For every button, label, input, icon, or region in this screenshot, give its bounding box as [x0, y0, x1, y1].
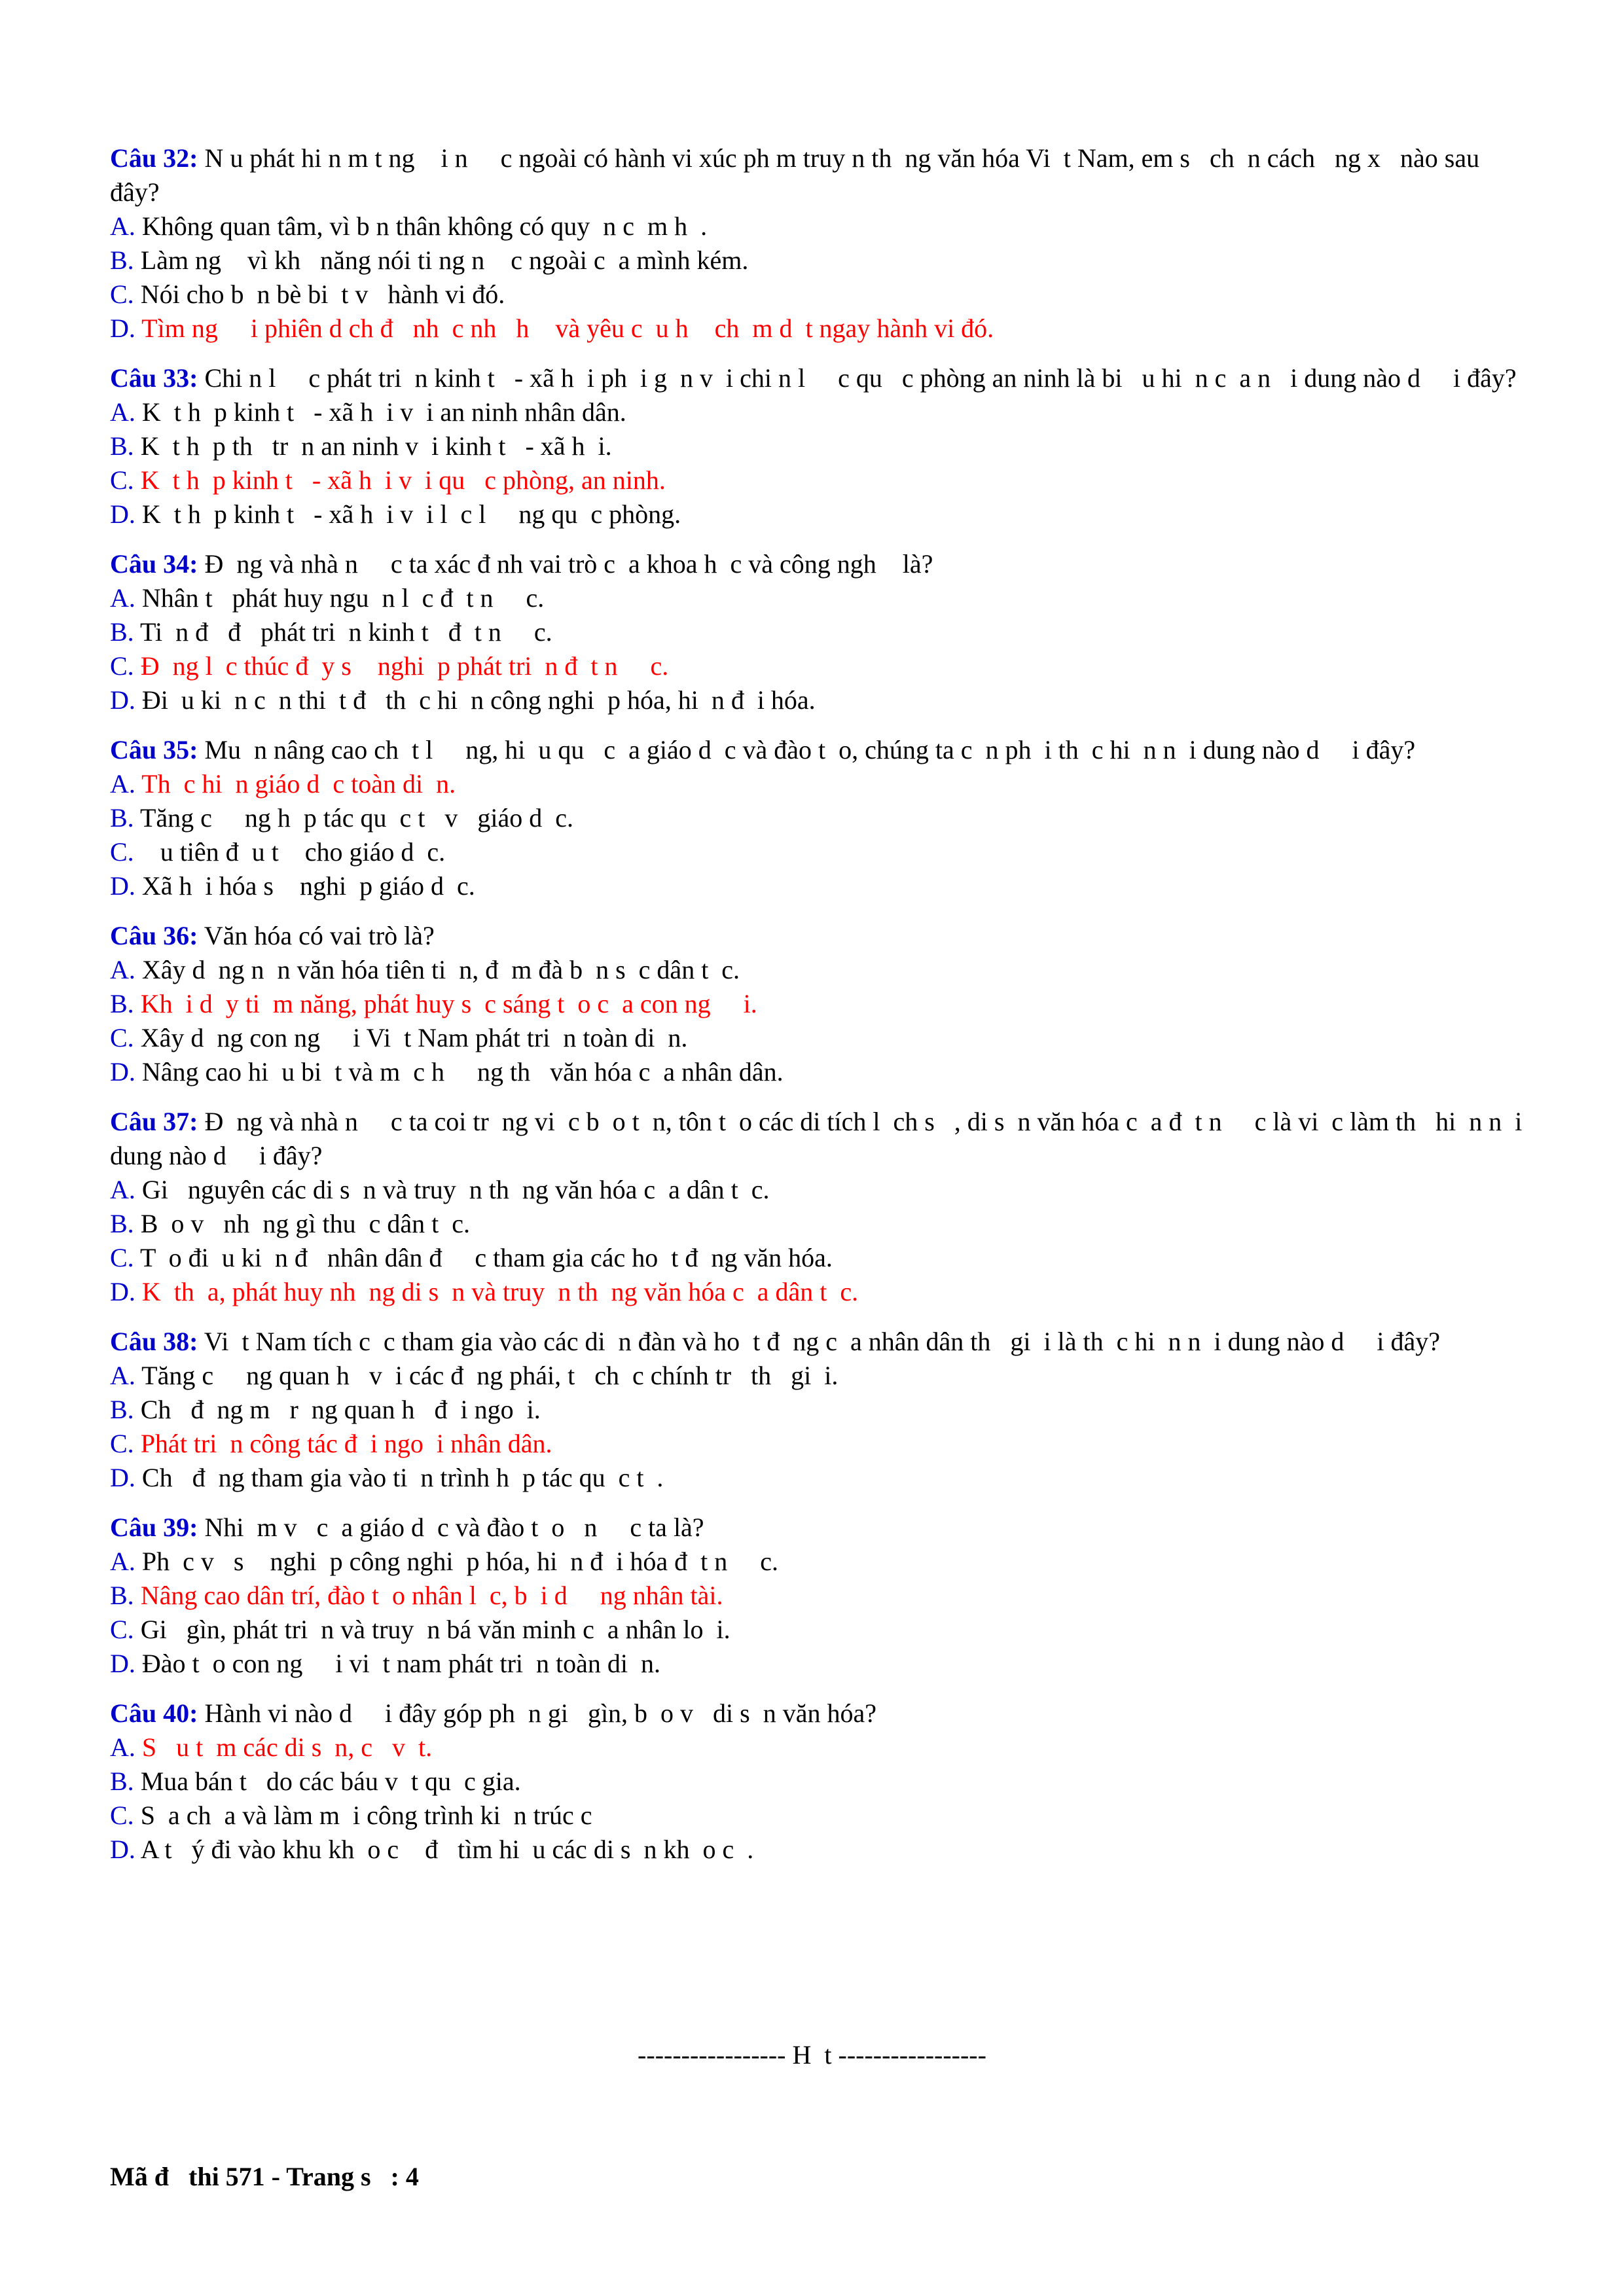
question-stem — [110, 1696, 1524, 1731]
option-letter: C. — [110, 1429, 134, 1458]
option-c — [110, 1613, 1524, 1647]
option-letter: D. — [110, 499, 135, 529]
page-footer: Mã đ thi 571 - Trang s : 4 — [110, 2162, 419, 2191]
option-b — [110, 987, 1524, 1021]
option-letter: A. — [110, 955, 135, 984]
question-36 — [110, 919, 1524, 1089]
option-text: Mua bán t do các báu v t qu c gia. — [134, 1767, 521, 1796]
question-text: Mu n nâng cao ch t l ng, hi u qu c a giáo d c và đào t o, chúng ta c n ph i th c hi n n i dung nào d i đây? — [198, 735, 1416, 764]
option-text: Đi u ki n c n thi t đ th c hi n công nghi p hóa, hi n đ i hóa. — [135, 685, 816, 715]
option-letter: A. — [110, 1547, 135, 1576]
question-stem — [110, 141, 1524, 209]
question-text: Đ ng và nhà n c ta coi tr ng vi c b o t n, tôn t o các di tích l ch s , di s n văn hóa c a đ t n c là vi c làm th hi n n i dung nào d i đây? — [110, 1107, 1529, 1170]
option-text: Th c hi n giáo d c toàn di n. — [135, 769, 456, 798]
option-letter: D. — [110, 871, 135, 901]
option-letter: B. — [110, 803, 134, 833]
option-letter: B. — [110, 1395, 134, 1424]
question-stem — [110, 733, 1524, 767]
option-letter: D. — [110, 1649, 135, 1678]
option-d — [110, 1833, 1524, 1867]
option-letter: C. — [110, 651, 134, 681]
option-d — [110, 497, 1524, 531]
option-letter: D. — [110, 1463, 135, 1492]
option-letter: B. — [110, 1581, 134, 1610]
option-text: Phát tri n công tác đ i ngo i nhân dân. — [134, 1429, 552, 1458]
option-b — [110, 1393, 1524, 1427]
option-text: S u t m các di s n, c v t. — [135, 1732, 433, 1762]
option-c — [110, 278, 1524, 312]
option-letter: B. — [110, 1209, 134, 1238]
option-text: K th a, phát huy nh ng di s n và truy n th ng văn hóa c a dân t c. — [135, 1277, 859, 1306]
option-c — [110, 1021, 1524, 1055]
option-text: Ch đ ng tham gia vào ti n trình h p tác qu c t . — [135, 1463, 664, 1492]
question-stem — [110, 1511, 1524, 1545]
option-letter: B. — [110, 1767, 134, 1796]
option-letter: A. — [110, 397, 135, 427]
option-a — [110, 209, 1524, 243]
option-text: Gi gìn, phát tri n và truy n bá văn minh c a nhân lo i. — [134, 1615, 731, 1644]
option-text: Làm ng vì kh năng nói ti ng n c ngoài c a mình kém. — [134, 245, 749, 275]
option-a — [110, 767, 1524, 801]
question-stem — [110, 919, 1524, 953]
option-text: Ti n đ đ phát tri n kinh t đ t n c. — [134, 617, 552, 647]
option-letter: C. — [110, 1243, 134, 1272]
option-text: Nâng cao hi u bi t và m c h ng th văn hóa c a nhân dân. — [135, 1057, 784, 1086]
option-b — [110, 1765, 1524, 1799]
option-letter: B. — [110, 245, 134, 275]
question-number: Câu 36: — [110, 921, 198, 950]
question-38 — [110, 1325, 1524, 1495]
option-text: Gi nguyên các di s n và truy n th ng văn hóa c a dân t c. — [135, 1175, 770, 1204]
question-32 — [110, 141, 1524, 346]
option-b — [110, 801, 1524, 835]
option-letter: D. — [110, 1835, 135, 1864]
option-letter: C. — [110, 279, 134, 309]
question-number: Câu 32: — [110, 143, 198, 173]
question-stem — [110, 1325, 1524, 1359]
option-letter: D. — [110, 314, 135, 343]
question-stem — [110, 1105, 1529, 1173]
question-number: Câu 40: — [110, 1698, 198, 1728]
option-letter: A. — [110, 1732, 135, 1762]
option-text: B o v nh ng gì thu c dân t c. — [134, 1209, 470, 1238]
option-a — [110, 395, 1524, 429]
question-number: Câu 38: — [110, 1327, 198, 1356]
option-b — [110, 615, 1524, 649]
option-d — [110, 1461, 1524, 1495]
option-letter: A. — [110, 1361, 135, 1390]
option-letter: C. — [110, 1023, 134, 1052]
option-letter: A. — [110, 583, 135, 613]
option-text: Tăng c ng quan h v i các đ ng phái, t ch c chính tr th gi i. — [135, 1361, 839, 1390]
question-text: Nhi m v c a giáo d c và đào t o n c ta là? — [198, 1513, 704, 1542]
option-text: Kh i d y ti m năng, phát huy s c sáng t o c a con ng i. — [134, 989, 757, 1018]
option-d — [110, 1055, 1524, 1089]
option-b — [110, 1207, 1524, 1241]
question-39 — [110, 1511, 1524, 1681]
option-a — [110, 1731, 1524, 1765]
question-35 — [110, 733, 1524, 903]
question-number: Câu 35: — [110, 735, 198, 764]
question-text: Văn hóa có vai trò là? — [198, 921, 435, 950]
option-letter: B. — [110, 989, 134, 1018]
option-a — [110, 581, 1524, 615]
option-text: A t ý đi vào khu kh o c đ tìm hi u các di s n kh o c . — [135, 1835, 754, 1864]
option-letter: B. — [110, 617, 134, 647]
option-c — [110, 463, 1524, 497]
question-number: Câu 37: — [110, 1107, 198, 1136]
option-b — [110, 1579, 1524, 1613]
option-letter: A. — [110, 769, 135, 798]
option-letter: C. — [110, 465, 134, 495]
exam-page-content — [110, 141, 1529, 1882]
option-letter: A. — [110, 211, 135, 241]
option-text: K t h p th tr n an ninh v i kinh t - xã h i. — [134, 431, 612, 461]
option-letter: D. — [110, 1057, 135, 1086]
option-text: Tìm ng i phiên d ch đ nh c nh h và yêu c u h ch m d t ngay hành vi đó. — [135, 314, 994, 343]
option-text: K t h p kinh t - xã h i v i l c l ng qu c phòng. — [135, 499, 681, 529]
option-text: Không quan tâm, vì b n thân không có quy n c m h . — [135, 211, 708, 241]
option-a — [110, 1359, 1524, 1393]
question-34 — [110, 547, 1524, 717]
option-text: Tăng c ng h p tác qu c t v giáo d c. — [134, 803, 574, 833]
option-c — [110, 1241, 1524, 1275]
option-text: Đào t o con ng i vi t nam phát tri n toàn di n. — [135, 1649, 660, 1678]
option-text: Xây d ng n n văn hóa tiên ti n, đ m đà b n s c dân t c. — [135, 955, 740, 984]
option-text: Ph c v s nghi p công nghi p hóa, hi n đ i hóa đ t n c. — [135, 1547, 779, 1576]
option-letter: D. — [110, 685, 135, 715]
question-number: Câu 39: — [110, 1513, 198, 1542]
question-stem — [110, 361, 1524, 395]
option-letter: D. — [110, 1277, 135, 1306]
option-letter: C. — [110, 1615, 134, 1644]
option-b — [110, 243, 1524, 278]
question-text: Chi n l c phát tri n kinh t - xã h i ph i g n v i chi n l c qu c phòng an ninh là bi u hi n c a n i dung nào d i đây? — [198, 363, 1517, 393]
option-text: S a ch a và làm m i công trình ki n trúc c — [134, 1801, 605, 1830]
option-text: Nhân t phát huy ngu n l c đ t n c. — [135, 583, 545, 613]
option-text: u tiên đ u t cho giáo d c. — [134, 837, 446, 867]
option-b — [110, 429, 1524, 463]
end-of-exam-line: ----------------- H t ----------------- — [638, 2040, 986, 2070]
question-stem — [110, 547, 1524, 581]
option-text: Nói cho b n bè bi t v hành vi đó. — [134, 279, 505, 309]
question-number: Câu 33: — [110, 363, 198, 393]
option-d — [110, 312, 1524, 346]
option-letter: A. — [110, 1175, 135, 1204]
option-letter: C. — [110, 837, 134, 867]
option-letter: B. — [110, 431, 134, 461]
option-a — [110, 1173, 1524, 1207]
option-text: Xây d ng con ng i Vi t Nam phát tri n toàn di n. — [134, 1023, 688, 1052]
option-text: K t h p kinh t - xã h i v i an ninh nhân dân. — [135, 397, 626, 427]
option-c — [110, 649, 1524, 683]
question-40 — [110, 1696, 1524, 1867]
option-text: Nâng cao dân trí, đào t o nhân l c, b i d ng nhân tài. — [134, 1581, 723, 1610]
option-text: K t h p kinh t - xã h i v i qu c phòng, an ninh. — [134, 465, 666, 495]
question-text: Đ ng và nhà n c ta xác đ nh vai trò c a khoa h c và công ngh là? — [198, 549, 933, 579]
option-d — [110, 1647, 1524, 1681]
option-text: Ch đ ng m r ng quan h đ i ngo i. — [134, 1395, 541, 1424]
option-letter: C. — [110, 1801, 134, 1830]
option-a — [110, 1545, 1524, 1579]
option-d — [110, 1275, 1524, 1309]
question-number: Câu 34: — [110, 549, 198, 579]
option-a — [110, 953, 1524, 987]
option-text: Đ ng l c thúc đ y s nghi p phát tri n đ t n c. — [134, 651, 669, 681]
option-text: T o đi u ki n đ nhân dân đ c tham gia các ho t đ ng văn hóa. — [134, 1243, 833, 1272]
option-d — [110, 683, 1524, 717]
option-d — [110, 869, 1524, 903]
option-c — [110, 835, 1524, 869]
question-text: N u phát hi n m t ng i n c ngoài có hành vi xúc ph m truy n th ng văn hóa Vi t Nam, em s ch n cách ng x nào sau đây? — [110, 143, 1487, 207]
option-c — [110, 1799, 1524, 1833]
question-text: Hành vi nào d i đây góp ph n gi gìn, b o v di s n văn hóa? — [198, 1698, 876, 1728]
question-33 — [110, 361, 1524, 531]
option-c — [110, 1427, 1524, 1461]
question-text: Vi t Nam tích c c tham gia vào các di n đàn và ho t đ ng c a nhân dân th gi i là th c hi n n i dung nào d i đây? — [198, 1327, 1440, 1356]
question-37 — [110, 1105, 1529, 1309]
option-text: Xã h i hóa s nghi p giáo d c. — [135, 871, 475, 901]
